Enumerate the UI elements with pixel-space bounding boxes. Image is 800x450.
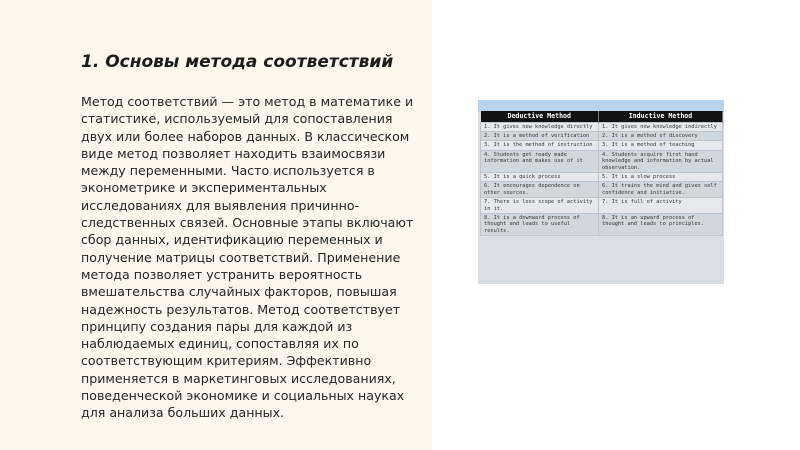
table-cell: 6. It encourages dependence on other sources. (481, 182, 599, 198)
table-cell: 6. It trains the mind and gives self confidence and initiative. (599, 182, 723, 198)
table-cell: 1. It gives new knowledge indirectly (599, 122, 723, 131)
header-deductive: Deductive Method (481, 111, 599, 122)
comparison-table-image (478, 100, 724, 284)
table-row (481, 198, 723, 214)
table-row (481, 131, 723, 140)
table-row (481, 150, 723, 172)
table-cell: 8. It is an upward process of thought and leads to principles. (599, 213, 723, 235)
table-cell: 3. It is the method of instruction (481, 141, 599, 150)
table-cell: 4. Students get ready made information and makes use of it (481, 150, 599, 172)
table-cell: 8. It is a downward process of thought and leads to useful results. (481, 213, 599, 235)
slide-title: 1. Основы метода соответствий (81, 52, 394, 72)
table-cell: 7. There is less scope of activity in it. (481, 198, 599, 214)
table-cell: 1. It gives new knowledge directly (481, 122, 599, 131)
comparison-table (480, 111, 723, 236)
header-inductive: Inductive Method (599, 111, 723, 122)
table-row (481, 141, 723, 150)
table-cell: 3. It is a method of teaching (599, 141, 723, 150)
table-cell: 2. It is a method of discovery (599, 131, 723, 140)
table-row (481, 172, 723, 181)
table-header-row (481, 111, 723, 122)
table-cell: 4. Students acquire first hand knowledge and information by actual observation. (599, 150, 723, 172)
table-cell: 5. It is a quick process (481, 172, 599, 181)
table-row (481, 213, 723, 235)
table-cell: 2. It is a method of verification (481, 131, 599, 140)
table-cell: 5. It is a slow process (599, 172, 723, 181)
slide-body-text: Метод соответствий — это метод в математике и статистике, используемый для сопоставления двух или более наборов данных. В классическом виде метод позволяет находить взаимосвязи между переменными. Часто используется в эконометрике и экспериментальных исследованиях для выявления причинно-следственных связей. Основные этапы включают сбор данных, идентификацию переменных и получение матрицы соответствий. Применение метода позволяет устранить вероятность вмешательства случайных факторов, повышая надежность результатов. Метод соответствует принципу создания пары для каждой из наблюдаемых единиц, сопоставляя их по соответствующим критериям. Эффективно применяется в маркетинговых исследованиях, поведенческой экономике и социальных науках для анализа больших данных. (81, 94, 414, 421)
table-row (481, 182, 723, 198)
table-row (481, 122, 723, 131)
table-cell: 7. It is full of activity (599, 198, 723, 214)
